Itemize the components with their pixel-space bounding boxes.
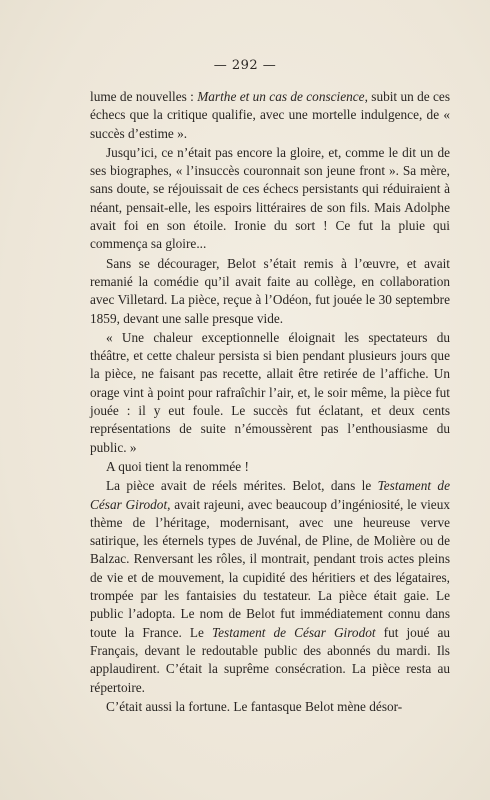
text-run: C’était aussi la fortune. Le fantasque Belot mène désor- xyxy=(106,698,403,714)
page-number: — 292 — xyxy=(213,58,277,73)
body-text xyxy=(90,88,450,716)
paragraph xyxy=(90,698,450,716)
text-run: La pièce avait de réels mérites. Belot, dans le xyxy=(106,478,378,494)
text-run: lume de nouvelles : xyxy=(90,89,198,104)
text-run: A quoi tient la renommée ! xyxy=(106,458,249,474)
paragraph xyxy=(90,477,450,697)
paragraph xyxy=(90,255,450,328)
paragraph xyxy=(90,144,450,254)
italic-title: Testament de César Girodot xyxy=(211,624,376,640)
text-run: « Une chaleur exceptionnelle éloignait les spectateurs du théâtre, et cette chaleur persista si bien pendant plusieurs jours que la pièce, ne faisant pas recette, allait être retirée de l’affiche. Un orage vint à point pour rafraîchir l’air, et, le soir même, la pièce fut jouée : il y eut foule. Le succès fut éclatant, et deux cents représentations de suite n’émoussèrent pas l’enthousiasme du public. » xyxy=(90,329,450,455)
paragraph xyxy=(90,458,450,476)
italic-title: Testament de César Girodot xyxy=(90,478,450,512)
text-run: fut joué au Français, devant le redoutable public des abonnés du mardi. Ils applaudirent. C’était la suprême consécration. La pièce resta au répertoire. xyxy=(90,624,450,695)
italic-title: Marthe et un cas de conscience xyxy=(197,89,365,104)
paragraph xyxy=(90,88,450,143)
text-run: Jusqu’ici, ce n’était pas encore la gloire, et, comme le dit un de ses biographes, « l’insuccès couronnait son jeune front ». Sa mère, sans doute, se réjouissait de ces échecs persistants qui réduiraient à néant, pensait-elle, les espoirs littéraires de son fils. Mais Adolphe avait foi en son étoile. Ironie du sort ! Ce fut la pluie qui commença sa gloire... xyxy=(90,144,450,252)
text-run: , avait rajeuni, avec beaucoup d’ingéniosité, le vieux thème de l’héritage, modernisant, avec une heureuse verve satirique, les éternels types de Juvénal, de Pline, de Molière ou de Balzac. Renversant les rôles, il montrait, pendant trois actes pleins de vie et de mouvement, la cupidité des héritiers et des légataires, trompée par les fantaisies du testateur. La pièce était gaie. Le public l’adopta. Le nom de Belot fut immédiatement connu dans toute la France. Le xyxy=(90,496,450,640)
text-run: Sans se décourager, Belot s’était remis à l’œuvre, et avait remanié la comédie qu’il avait faite au collège, en collaboration avec Villetard. La pièce, reçue à l’Odéon, fut jouée le 30 septembre 1859, devant une salle presque vide. xyxy=(90,255,450,326)
paragraph xyxy=(90,329,450,457)
text-run: , subit un de ces échecs que la critique qualifie, avec une mortelle indulgence, de « succès d’estime ». xyxy=(90,89,451,141)
